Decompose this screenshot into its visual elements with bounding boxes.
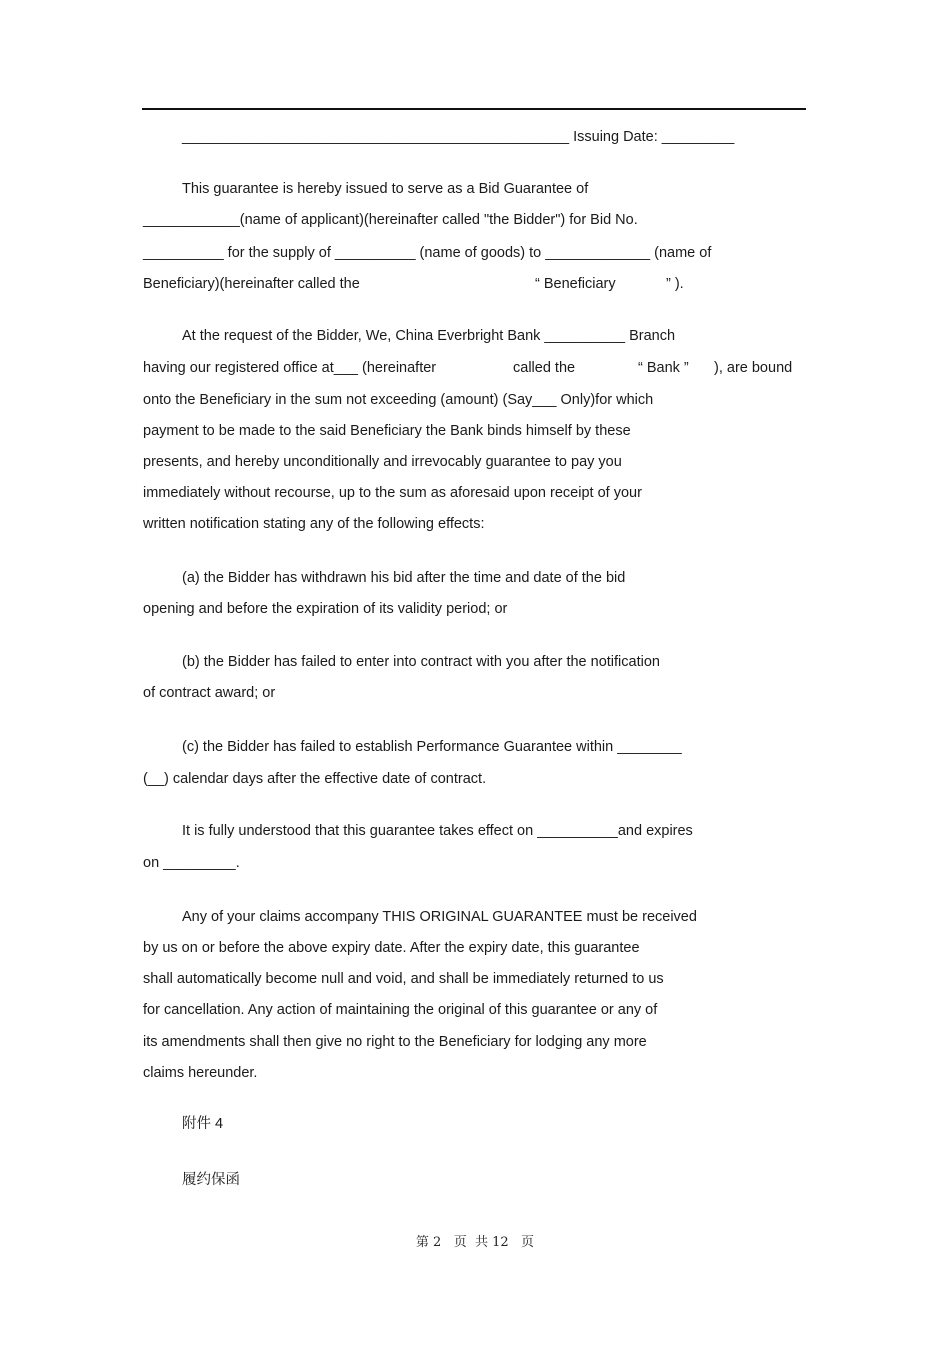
clause-b-line-2: of contract award; or <box>143 685 276 701</box>
paragraph-4-line-3: shall automatically become null and void, and shall be immediately returned to us <box>143 971 664 987</box>
paragraph-1-line-1: This guarantee is hereby issued to serve as a Bid Guarantee of <box>182 181 589 197</box>
paragraph-4-line-1: Any of your claims accompany THIS ORIGINAL GUARANTEE must be received <box>182 909 697 925</box>
paragraph-4-line-4: for cancellation. Any action of maintaining the original of this guarantee or any of <box>143 1002 658 1018</box>
beneficiary-quote-close: ” ). <box>666 276 684 292</box>
clause-b-line-1: (b) the Bidder has failed to enter into contract with you after the notification <box>182 654 660 670</box>
bank-quote: “ Bank ” <box>638 360 689 376</box>
paragraph-3-line-2: on _________. <box>143 855 240 871</box>
attachment-label: 附件 4 <box>182 1116 224 1132</box>
clause-c-line-1: (c) the Bidder has failed to establish Performance Guarantee within ________ <box>182 739 682 755</box>
paragraph-4-line-5: its amendments shall then give no right to the Beneficiary for lodging any more <box>143 1034 647 1050</box>
paragraph-3-line-1: It is fully understood that this guarantee takes effect on __________and expires <box>182 823 693 839</box>
attachment-title: 履约保函 <box>182 1172 240 1188</box>
issuing-date-line: ________________________________________________ Issuing Date: _________ <box>182 129 735 145</box>
paragraph-2-line-3: onto the Beneficiary in the sum not exceeding (amount) (Say___ Only)for which <box>143 392 654 408</box>
beneficiary-quote: “ Beneficiary <box>535 276 616 292</box>
paragraph-4-line-6: claims hereunder. <box>143 1065 258 1081</box>
paragraph-4-line-2: by us on or before the above expiry date. After the expiry date, this guarantee <box>143 940 640 956</box>
paragraph-2-line-2: having our registered office at___ (hereinafter <box>143 360 437 376</box>
clause-c-line-2: (__) calendar days after the effective date of contract. <box>143 771 487 787</box>
paragraph-2-line-4: payment to be made to the said Beneficiary the Bank binds himself by these <box>143 423 631 439</box>
paragraph-2-line-5: presents, and hereby unconditionally and irrevocably guarantee to pay you <box>143 454 622 470</box>
paragraph-2-are-bound: ), are bound <box>714 360 793 376</box>
paragraph-2-line-1: At the request of the Bidder, We, China Everbright Bank __________ Branch <box>182 328 676 344</box>
paragraph-2-line-7: written notification stating any of the following effects: <box>143 516 485 532</box>
paragraph-1-line-3: __________ for the supply of __________ (name of goods) to _____________ (name of <box>143 245 712 261</box>
paragraph-2-called-the: called the <box>513 360 576 376</box>
paragraph-2-line-6: immediately without recourse, up to the sum as aforesaid upon receipt of your <box>143 485 642 501</box>
page-footer: 第 2 页 共 12 页 <box>415 1235 535 1250</box>
clause-a-line-1: (a) the Bidder has withdrawn his bid after the time and date of the bid <box>182 570 626 586</box>
paragraph-1-line-2: ____________(name of applicant)(hereinafter called "the Bidder") for Bid No. <box>143 212 638 228</box>
header-rule <box>142 108 806 110</box>
paragraph-1-line-4: Beneficiary)(hereinafter called the <box>143 276 360 292</box>
clause-a-line-2: opening and before the expiration of its validity period; or <box>143 601 508 617</box>
